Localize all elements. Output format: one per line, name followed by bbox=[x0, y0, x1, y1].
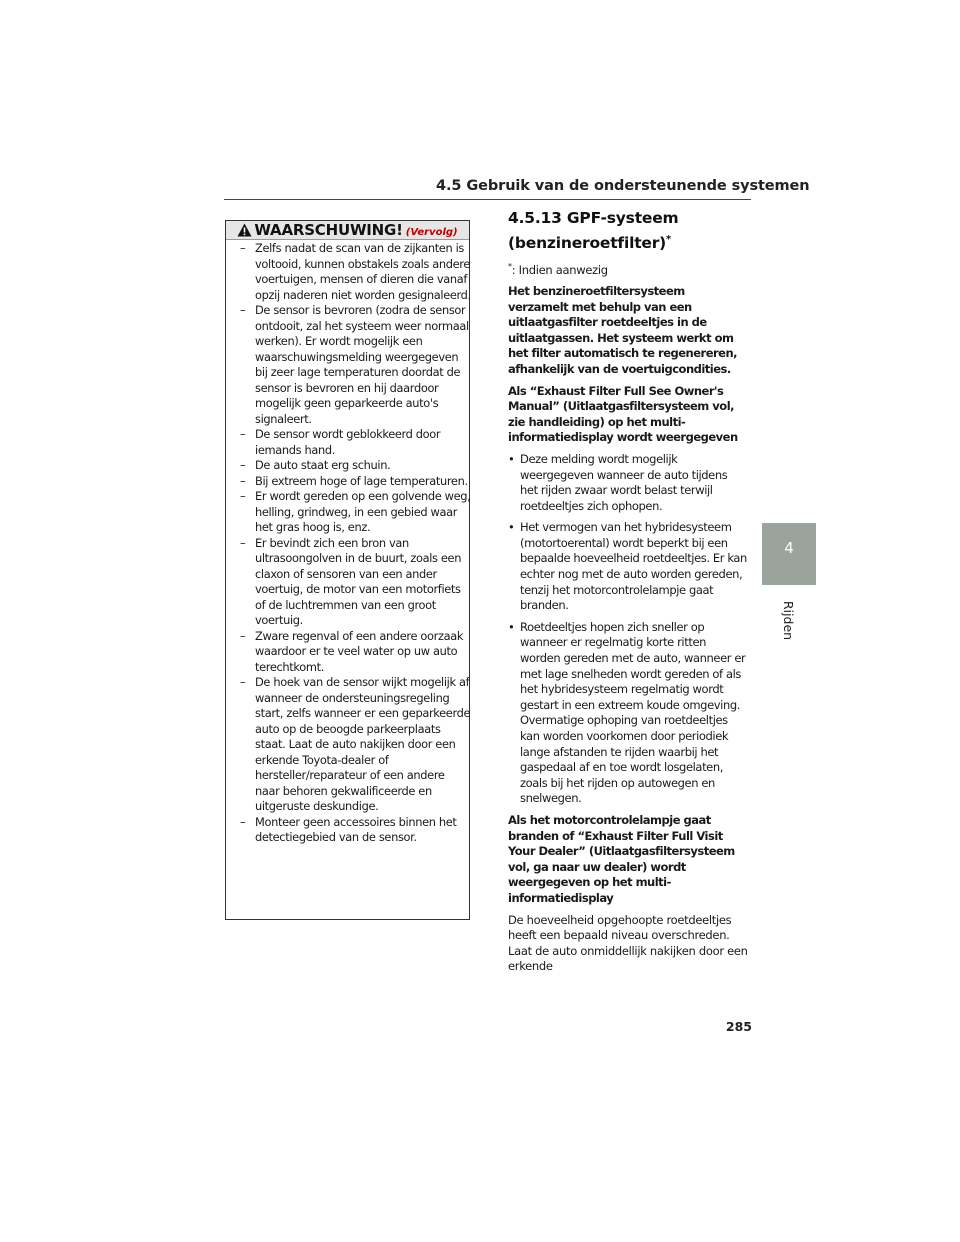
warning-item: – De sensor wordt geblokkeerd door iemands hand. bbox=[240, 427, 441, 457]
warning-item: – Zware regenval of een andere oorzaak waardoor er te veel water op uw auto terechtkomt. bbox=[240, 628, 464, 674]
chapter-label: Rijden bbox=[781, 600, 797, 640]
page-number: 285 bbox=[725, 1019, 752, 1034]
warning-item: – Bij extreem hoge of lage temperaturen. bbox=[240, 473, 468, 488]
warning-item: – De hoek van de sensor wijkt mogelijk af wanneer de ondersteuningsregeling start, zelfs wanneer er een geparkeerde auto op de beoogde parkeerplaats staat. Laat de auto nakijken door een erkende Toyota-dealer of hersteller/reparateur of een andere naar behoren gekwalificeerde en uitgeruste deskundige. bbox=[240, 675, 471, 813]
list-item: • Het vermogen van het hybridesysteem (motortoerental) wordt beperkt bij een bepaalde hoeveelheid roetdeeltjes. Er kan echter nog met de auto worden gereden, tenzij het motorcontrolelampje gaat branden. bbox=[508, 520, 747, 613]
chapter-header-title: 4.5 Gebruik van de ondersteunende systemen bbox=[436, 178, 810, 194]
section-intro: Het benzineroetfiltersysteem verzamelt met behulp van een uitlaatgasfilter roetdeeltjes in de uitlaatgassen. Het systeem werkt om het filter automatisch te regenereren, afhankelijk van de voertuigcondities. bbox=[508, 283, 738, 376]
header-divider bbox=[224, 199, 751, 200]
warning-box bbox=[225, 220, 470, 920]
warning-triangle-icon bbox=[237, 223, 252, 241]
list-item: • Deze melding wordt mogelijk weergegeven wanneer de auto tijdens het rijden zwaar wordt belast terwijl roetdeeltjes zich ophopen. bbox=[508, 451, 728, 513]
warning-item: – De sensor is bevroren (zodra de sensor ontdooit, zal het systeem weer normaal werken). Er wordt mogelijk een waarschuwingsmelding weergegeven bij zeer lage temperaturen doordat de sensor is bevroren en hij daardoor mogelijk geen geparkeerde auto's signaleert. bbox=[240, 303, 469, 426]
warning-item: – De auto staat erg schuin. bbox=[240, 458, 391, 472]
section-title: 4.5.13 GPF-systeem (benzineroetfilter)* bbox=[508, 209, 679, 253]
warning-continued-label: (Vervolg) bbox=[405, 227, 458, 238]
warning-banner bbox=[226, 221, 469, 240]
bullet-list bbox=[508, 452, 748, 807]
warning-item: – Er bevindt zich een bron van ultrasoongolven in de buurt, zoals een claxon of sensoren van een ander voertuig, de motor van een motorfiets of de luchtremmen van een groot voertuig. bbox=[240, 535, 462, 627]
warning-item: – Zelfs nadat de scan van de zijkanten is voltooid, kunnen obstakels zoals andere voertuigen, mensen of dieren die vanaf opzij naderen niet worden gesignaleerd. bbox=[240, 241, 471, 302]
chapter-tab bbox=[762, 523, 816, 585]
warning-list bbox=[240, 241, 472, 846]
warning-title: WAARSCHUWING! bbox=[254, 221, 403, 239]
closing-paragraph: De hoeveelheid opgehoopte roetdeeltjes heeft een bepaald niveau overschreden. Laat de auto onmiddellijk nakijken door een erkende bbox=[508, 912, 748, 974]
availability-note: *: Indien aanwezig bbox=[508, 262, 608, 277]
list-item: • Roetdeeltjes hopen zich sneller op wanneer er regelmatig korte ritten worden gereden met de auto, wanneer er met lage snelheden wordt gereden of als het hybridesysteem regelmatig wordt gestart in een extreem koude omgeving. Overmatige ophoping van roetdeeltjes kan worden voorkomen door periodiek lange afstanden te rijden waarbij het gaspedaal af en toe wordt losgelaten, zoals bij het rijden op autowegen en snelwegen. bbox=[508, 619, 746, 806]
subheading-engine-lamp: Als het motorcontrolelampje gaat branden of “Exhaust Filter Full Visit Your Dealer” (Uitlaatgasfiltersysteem vol, ga naar uw dealer) wordt weergegeven op het multi-informatiedisplay bbox=[508, 812, 735, 905]
warning-item: – Er wordt gereden op een golvende weg, helling, grindweg, in een gebied waar het gras hoog is, enz. bbox=[240, 489, 471, 534]
warning-item: – Monteer geen accessoires binnen het detectiegebied van de sensor. bbox=[240, 814, 457, 844]
chapter-number: 4 bbox=[784, 539, 794, 557]
subheading-filter-full: Als “Exhaust Filter Full See Owner's Manual” (Uitlaatgasfiltersysteem vol, zie handleiding) op het multi-informatiedisplay wordt weergegeven bbox=[508, 383, 738, 445]
gpf-section bbox=[508, 208, 748, 975]
